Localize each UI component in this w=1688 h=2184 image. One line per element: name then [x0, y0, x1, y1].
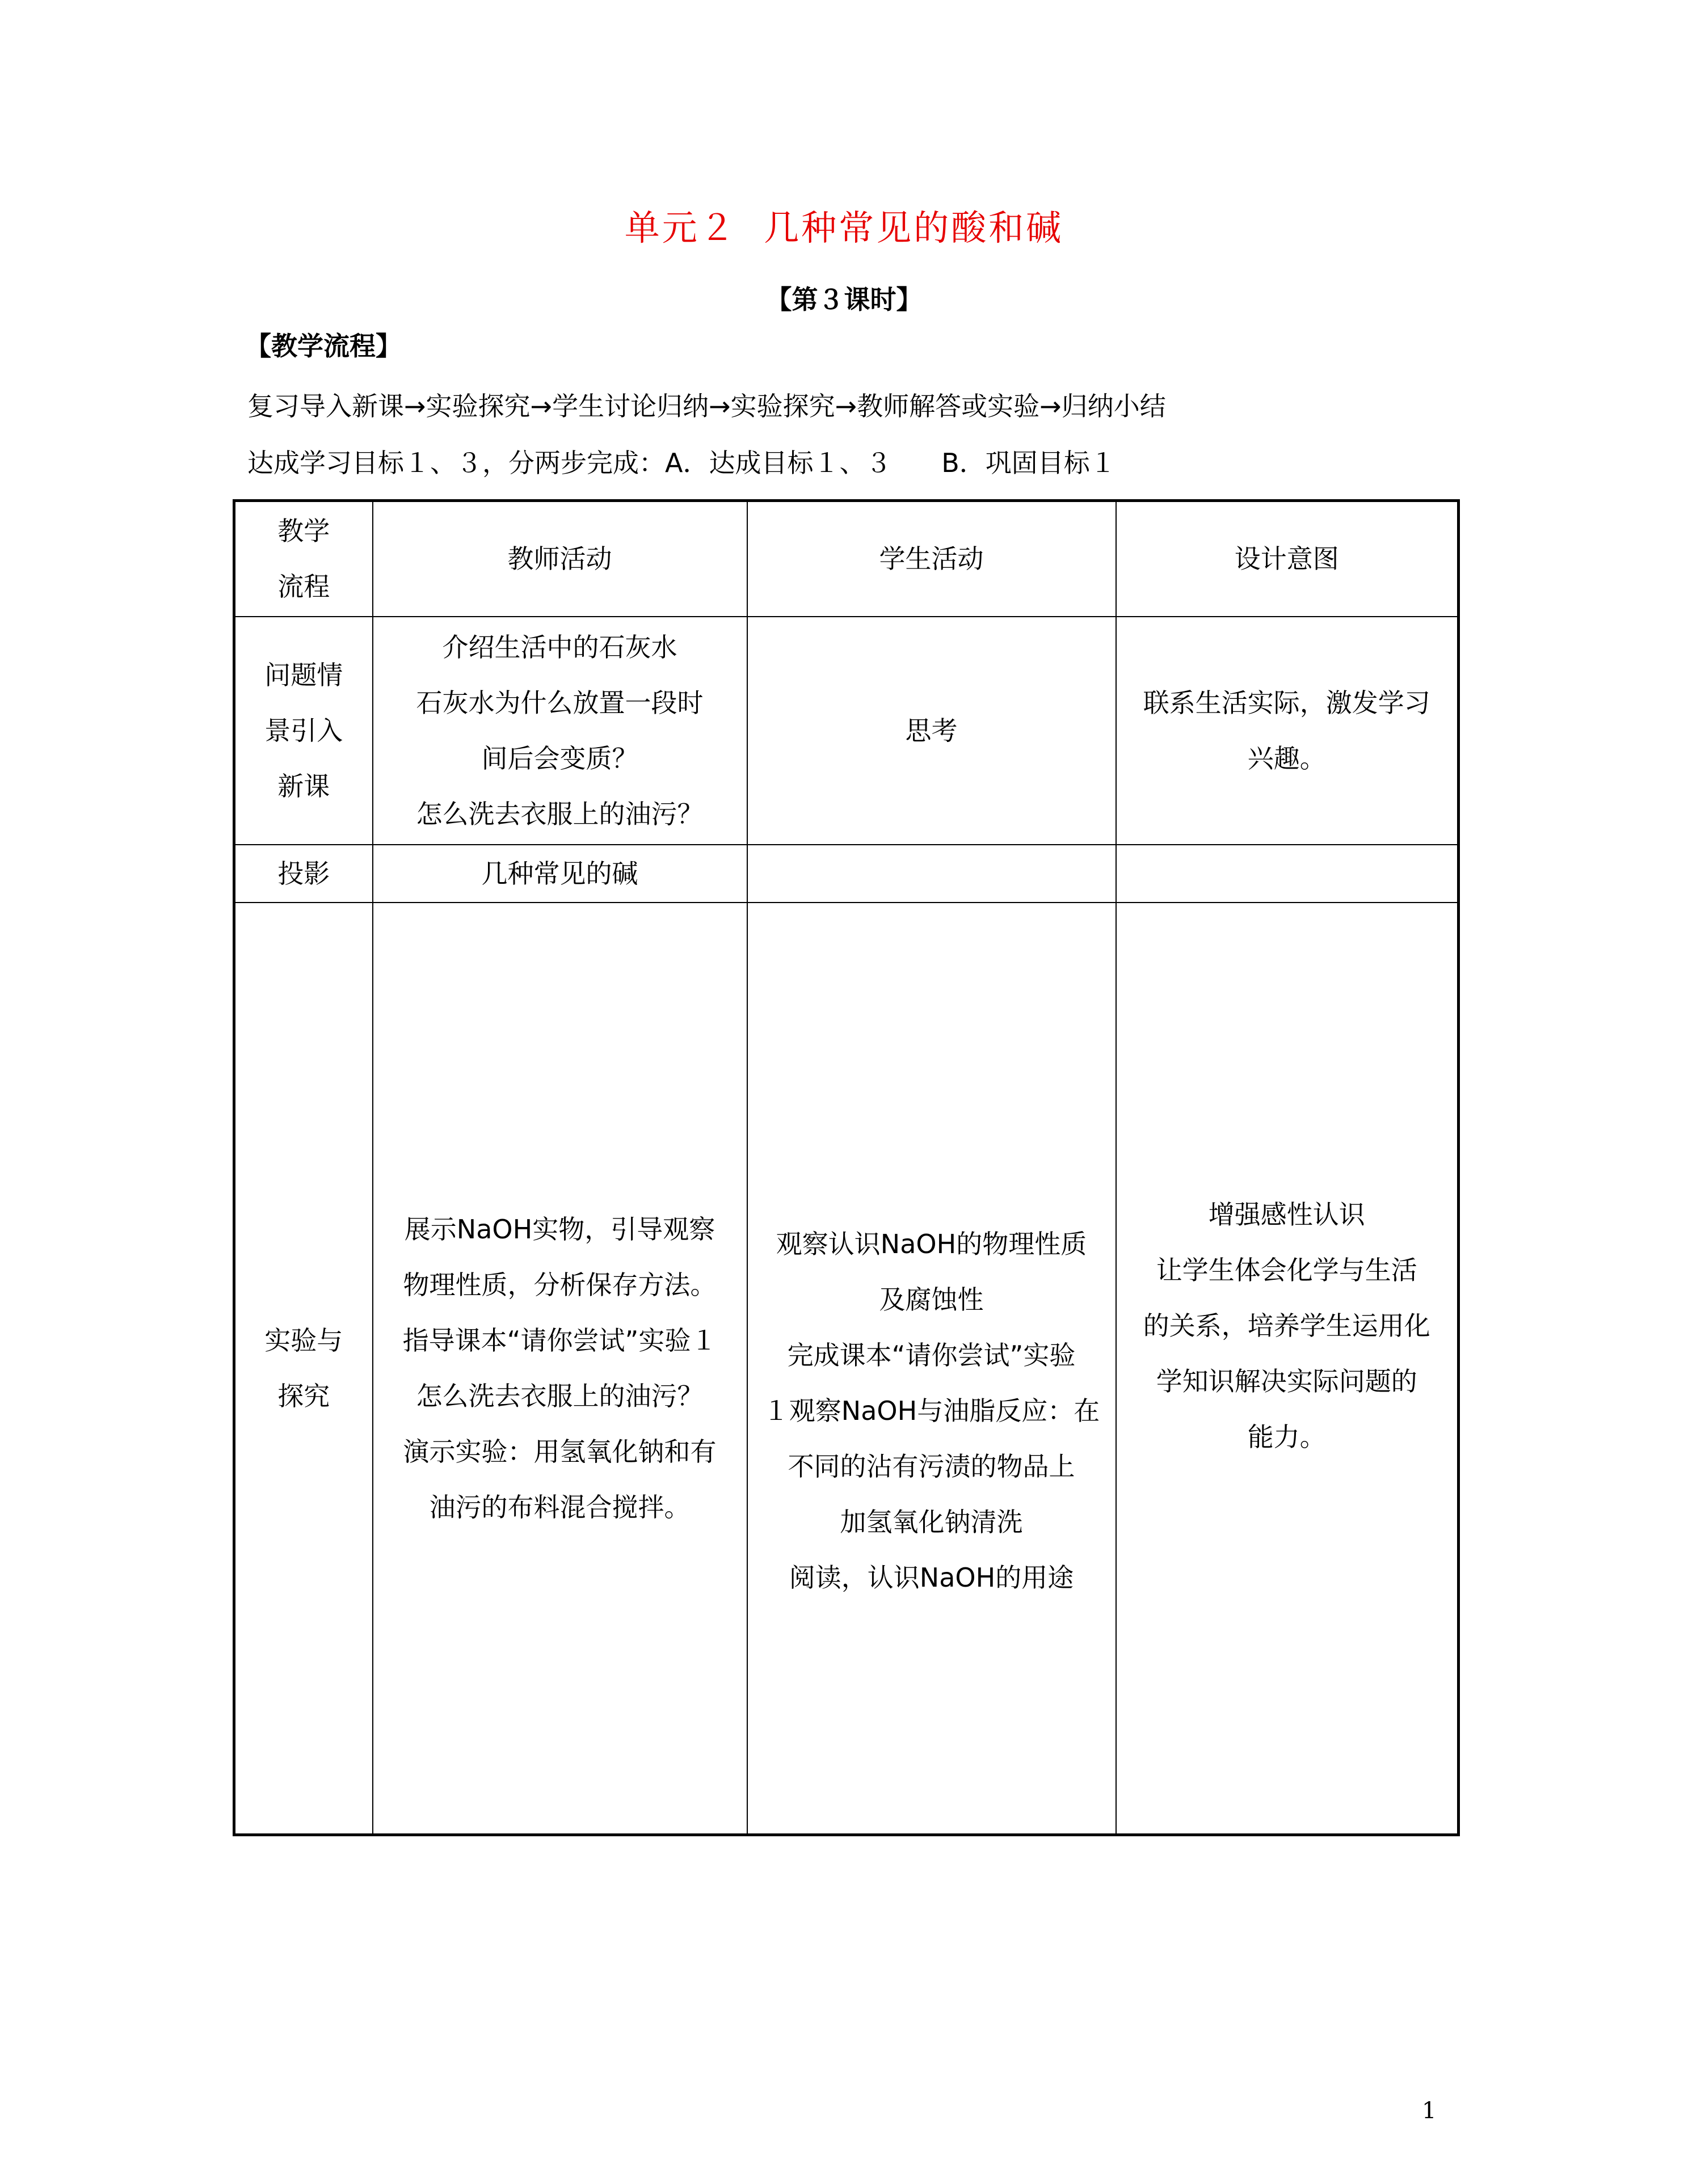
cell-teacher-activity: 展示NaOH实物，引导观察 物理性质，分析保存方法。 指导课本“请你尝试”实验１ 怎么洗去衣服上的油污？ 演示实验：用氢氧化钠和有 油污的布料混合搅拌。	[373, 903, 747, 1835]
cell-student-activity: 思考	[747, 617, 1116, 845]
cell-stage: 实验与 探究	[234, 903, 373, 1835]
cell-stage: 投影	[234, 845, 373, 903]
header-stage: 教学 流程	[234, 501, 373, 617]
cell-stage: 问题情 景引入 新课	[234, 617, 373, 845]
flow-line: 复习导入新课→实验探究→学生讨论归纳→实验探究→教师解答或实验→归纳小结	[247, 391, 1166, 421]
table-row	[234, 903, 1459, 1835]
header-student-activity: 学生活动	[747, 501, 1116, 617]
cell-student-activity: 观察认识NaOH的物理性质 及腐蚀性 完成课本“请你尝试”实验 １观察NaOH与油脂反应：在 不同的沾有污渍的物品上 加氢氧化钠清洗 阅读，认识NaOH的用途	[747, 903, 1116, 1835]
lesson-subtitle: 【第３课时】	[765, 284, 923, 315]
table-row	[234, 617, 1459, 845]
goal-line: 达成学习目标１、３，分两步完成：A．达成目标１、３ B．巩固目标１	[247, 448, 1116, 478]
section-heading: 【教学流程】	[245, 331, 402, 361]
table-header-row	[234, 501, 1459, 617]
document-title: 单元２ 几种常见的酸和碱	[624, 207, 1064, 248]
header-teacher-activity: 教师活动	[373, 501, 747, 617]
cell-teacher-activity: 几种常见的碱	[373, 845, 747, 903]
cell-design-intent: 联系生活实际，激发学习 兴趣。	[1116, 617, 1459, 845]
cell-teacher-activity: 介绍生活中的石灰水 石灰水为什么放置一段时 间后会变质？ 怎么洗去衣服上的油污？	[373, 617, 747, 845]
cell-student-activity	[747, 845, 1116, 903]
page-number: 1	[1422, 2098, 1437, 2124]
cell-design-intent	[1116, 845, 1459, 903]
teaching-flow-table	[233, 499, 1460, 1836]
table-row	[234, 845, 1459, 903]
cell-design-intent: 增强感性认识 让学生体会化学与生活 的关系，培养学生运用化 学知识解决实际问题的 能力。	[1116, 903, 1459, 1835]
header-design-intent: 设计意图	[1116, 501, 1459, 617]
